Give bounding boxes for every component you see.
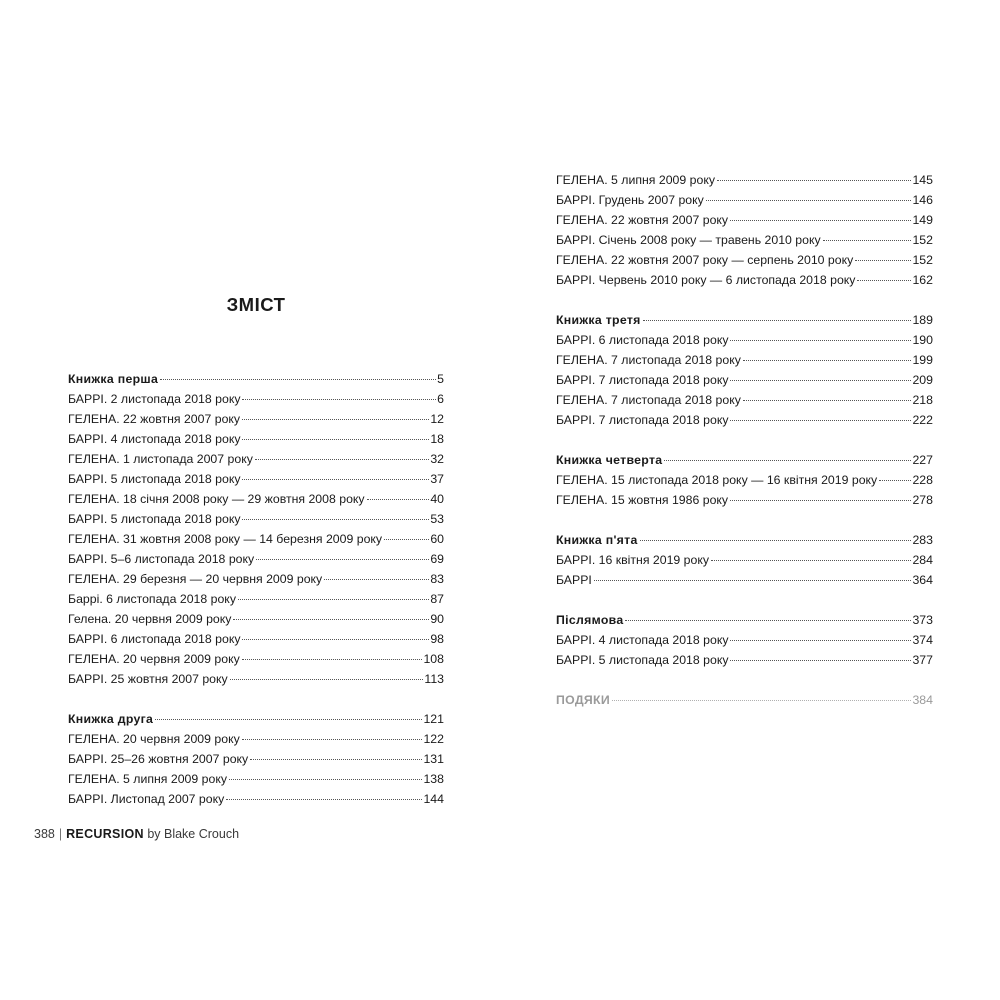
toc-heading-label: Книжка п'ята [556, 533, 638, 547]
toc-page-number: 145 [912, 173, 933, 187]
toc-entry-label: БАРРІ. 4 листопада 2018 року [556, 633, 729, 647]
toc-entry [556, 253, 933, 273]
toc-entry [556, 473, 933, 493]
toc-entry [68, 672, 444, 692]
toc-heading-label: Книжка третя [556, 313, 641, 327]
toc-entry [68, 472, 444, 492]
toc-entry [556, 233, 933, 253]
dot-leader [250, 759, 422, 760]
toc-page-number: 32 [430, 452, 444, 466]
toc-section-heading [556, 533, 933, 553]
toc-page-number: 364 [912, 573, 933, 587]
toc-entry-label: БАРРІ. 5 листопада 2018 року [68, 512, 241, 526]
dot-leader [242, 439, 429, 440]
dot-leader [229, 779, 422, 780]
toc-entry [556, 573, 933, 593]
toc-entry-label: БАРРІ. Листопад 2007 року [68, 792, 225, 806]
toc-entry [68, 752, 444, 772]
dot-leader [879, 480, 911, 481]
toc-page-number: 90 [430, 612, 444, 626]
dot-leader [233, 619, 429, 620]
toc-section-heading [556, 313, 933, 333]
toc-entry [68, 652, 444, 672]
toc-section-heading [68, 372, 444, 392]
toc-entry-label: БАРРІ. 2 листопада 2018 року [68, 392, 241, 406]
toc-section [556, 453, 933, 513]
toc-entry-label: ГЕЛЕНА. 15 листопада 2018 року — 16 квітня 2019 року [556, 473, 878, 487]
toc-page-number: 122 [423, 732, 444, 746]
toc-entry-label: БАРРІ. Січень 2008 року — травень 2010 року [556, 233, 821, 247]
footer-separator: | [58, 827, 63, 841]
toc-page-number: 384 [912, 693, 933, 707]
toc-heading-label: Книжка четверта [556, 453, 663, 467]
toc-page-number: 209 [912, 373, 933, 387]
toc-section [68, 712, 444, 812]
toc-section-heading [68, 712, 444, 732]
toc-section [556, 313, 933, 433]
toc-page-number: 227 [912, 453, 933, 467]
toc-page-number: 278 [912, 493, 933, 507]
toc-page-number: 113 [424, 672, 444, 686]
toc-entry-label: БАРРІ. 6 листопада 2018 року [556, 333, 729, 347]
toc-entry [556, 633, 933, 653]
toc-entry [68, 632, 444, 652]
toc-page-number: 373 [912, 613, 933, 627]
toc-page-number: 149 [912, 213, 933, 227]
toc-section [68, 372, 444, 692]
toc-entry [556, 653, 933, 673]
toc-page-number: 218 [912, 393, 933, 407]
toc-entry-label: ГЕЛЕНА. 29 березня — 20 червня 2009 року [68, 572, 323, 586]
toc-page-number: 162 [912, 273, 933, 287]
toc-entry-label: БАРРІ. 7 листопада 2018 року [556, 373, 729, 387]
toc-entry-label: ГЕЛЕНА. 22 жовтня 2007 року — серпень 2010 року [556, 253, 854, 267]
dot-leader [155, 719, 422, 720]
toc-entry-label: ГЕЛЕНА. 1 листопада 2007 року [68, 452, 253, 466]
toc-page-number: 152 [912, 253, 933, 267]
dot-leader [730, 420, 911, 421]
dot-leader [711, 560, 911, 561]
footer-author: by Blake Crouch [147, 827, 240, 841]
toc-entry [68, 592, 444, 612]
dot-leader [242, 479, 429, 480]
toc-page-number: 138 [423, 772, 444, 786]
toc-entry-label: БАРРІ. 25 жовтня 2007 року [68, 672, 228, 686]
dot-leader [643, 320, 912, 321]
toc-entry [68, 732, 444, 752]
dot-leader [855, 260, 911, 261]
toc-entry-label: ГЕЛЕНА. 7 листопада 2018 року [556, 353, 741, 367]
toc-heading-label: Книжка перша [68, 372, 159, 386]
footer-page-number: 388 [34, 827, 55, 841]
toc-entry [556, 553, 933, 573]
toc-entry-label: ГЕЛЕНА. 7 листопада 2018 року [556, 393, 741, 407]
page-footer [34, 827, 239, 841]
toc-entry [556, 213, 933, 233]
toc-entry-label: Баррі. 6 листопада 2018 року [68, 592, 236, 606]
toc-right-column [556, 173, 933, 713]
toc-entry-label: БАРРІ. 25–26 жовтня 2007 року [68, 752, 249, 766]
toc-entry [68, 492, 444, 512]
toc-page-number: 189 [912, 313, 933, 327]
toc-entry-label: ГЕЛЕНА. 5 липня 2009 року [556, 173, 715, 187]
dot-leader [823, 240, 912, 241]
dot-leader [730, 220, 911, 221]
toc-section-heading [556, 693, 933, 713]
toc-entry [68, 392, 444, 412]
toc-page-number: 283 [912, 533, 933, 547]
toc-page-number: 12 [430, 412, 444, 426]
dot-leader [230, 679, 424, 680]
toc-entry-label: БАРРІ. 4 листопада 2018 року [68, 432, 241, 446]
toc-entry [556, 373, 933, 393]
toc-section-heading [556, 613, 933, 633]
toc-page-number: 108 [423, 652, 444, 666]
toc-heading-label: ПОДЯКИ [556, 693, 610, 707]
toc-entry [556, 333, 933, 353]
dot-leader [238, 599, 429, 600]
toc-section [556, 613, 933, 673]
toc-entry-label: ГЕЛЕНА. 5 липня 2009 року [68, 772, 227, 786]
toc-entry [556, 393, 933, 413]
dot-leader [324, 579, 429, 580]
toc-entry-label: БАРРІ. 5 листопада 2018 року [556, 653, 729, 667]
toc-page-number: 87 [430, 592, 444, 606]
toc-entry [68, 572, 444, 592]
toc-entry [68, 772, 444, 792]
toc-entry-label: ГЕЛЕНА. 22 жовтня 2007 року [68, 412, 241, 426]
toc-page-number: 377 [912, 653, 933, 667]
toc-page-number: 40 [430, 492, 444, 506]
dot-leader [857, 280, 911, 281]
toc-entry [556, 173, 933, 193]
toc-entry [556, 193, 933, 213]
toc-page-number: 18 [430, 432, 444, 446]
page-title: ЗМІСТ [226, 294, 286, 315]
dot-leader [242, 419, 429, 420]
dot-leader [242, 739, 423, 740]
dot-leader [384, 539, 429, 540]
toc-entry-label: БАРРІ. 7 листопада 2018 року [556, 413, 729, 427]
toc-entry-label: БАРРІ. 5–6 листопада 2018 року [68, 552, 255, 566]
dot-leader [706, 200, 912, 201]
toc-entry [68, 432, 444, 452]
dot-leader [242, 519, 429, 520]
toc-section [556, 173, 933, 293]
dot-leader [717, 180, 911, 181]
dot-leader [594, 580, 912, 581]
dot-leader [255, 459, 429, 460]
dot-leader [160, 379, 436, 380]
toc-page-number: 152 [912, 233, 933, 247]
toc-entry-label: БАРРІ [556, 573, 592, 587]
toc-page-number: 199 [912, 353, 933, 367]
toc-page-number: 146 [912, 193, 933, 207]
toc-page-number: 190 [912, 333, 933, 347]
dot-leader [664, 460, 911, 461]
toc-entry [556, 273, 933, 293]
dot-leader [625, 620, 911, 621]
toc-entry-label: ГЕЛЕНА. 20 червня 2009 року [68, 732, 240, 746]
toc-entry [68, 412, 444, 432]
footer-book-title: RECURSION [66, 827, 144, 841]
dot-leader [612, 700, 911, 701]
toc-entry-label: ГЕЛЕНА. 20 червня 2009 року [68, 652, 240, 666]
toc-entry-label: БАРРІ. Грудень 2007 року [556, 193, 704, 207]
dot-leader [256, 559, 429, 560]
toc-entry [556, 493, 933, 513]
toc-section [556, 693, 933, 713]
toc-entry [68, 532, 444, 552]
toc-page-number: 60 [430, 532, 444, 546]
toc-page-number: 284 [912, 553, 933, 567]
toc-entry-label: БАРРІ. 16 квітня 2019 року [556, 553, 710, 567]
toc-entry-label: Гелена. 20 червня 2009 року [68, 612, 232, 626]
dot-leader [730, 660, 911, 661]
dot-leader [730, 640, 911, 641]
toc-page-number: 37 [430, 472, 444, 486]
dot-leader [730, 340, 911, 341]
dot-leader [640, 540, 912, 541]
dot-leader [242, 659, 423, 660]
dot-leader [743, 400, 912, 401]
toc-entry-label: БАРРІ. 6 листопада 2018 року [68, 632, 241, 646]
toc-entry-label: ГЕЛЕНА. 15 жовтня 1986 року [556, 493, 729, 507]
toc-entry-label: БАРРІ. 5 листопада 2018 року [68, 472, 241, 486]
toc-entry [68, 792, 444, 812]
toc-page-number: 374 [912, 633, 933, 647]
toc-entry [68, 512, 444, 532]
toc-section-heading [556, 453, 933, 473]
toc-entry [68, 452, 444, 472]
dot-leader [367, 499, 430, 500]
dot-leader [226, 799, 422, 800]
toc-page-number: 144 [423, 792, 444, 806]
toc-page-number: 228 [912, 473, 933, 487]
toc-page-number: 98 [430, 632, 444, 646]
toc-page-number: 131 [423, 752, 444, 766]
toc-entry [556, 353, 933, 373]
toc-page-number: 83 [430, 572, 444, 586]
toc-entry-label: ГЕЛЕНА. 18 січня 2008 року — 29 жовтня 2008 року [68, 492, 365, 506]
toc-page-number: 69 [430, 552, 444, 566]
toc-entry [68, 552, 444, 572]
toc-page-number: 222 [912, 413, 933, 427]
toc-page-number: 53 [430, 512, 444, 526]
toc-heading-label: Післямова [556, 613, 624, 627]
toc-entry-label: ГЕЛЕНА. 31 жовтня 2008 року — 14 березня 2009 року [68, 532, 383, 546]
toc-entry [556, 413, 933, 433]
toc-entry [68, 612, 444, 632]
toc-entry-label: БАРРІ. Червень 2010 року — 6 листопада 2018 року [556, 273, 856, 287]
toc-left-column [68, 372, 444, 812]
dot-leader [242, 639, 429, 640]
toc-page-number: 5 [437, 372, 444, 386]
toc-page-number: 6 [437, 392, 444, 406]
toc-heading-label: Книжка друга [68, 712, 154, 726]
toc-section [556, 533, 933, 593]
dot-leader [242, 399, 436, 400]
toc-entry-label: ГЕЛЕНА. 22 жовтня 2007 року [556, 213, 729, 227]
dot-leader [730, 500, 911, 501]
toc-page-number: 121 [423, 712, 444, 726]
dot-leader [730, 380, 911, 381]
dot-leader [743, 360, 912, 361]
